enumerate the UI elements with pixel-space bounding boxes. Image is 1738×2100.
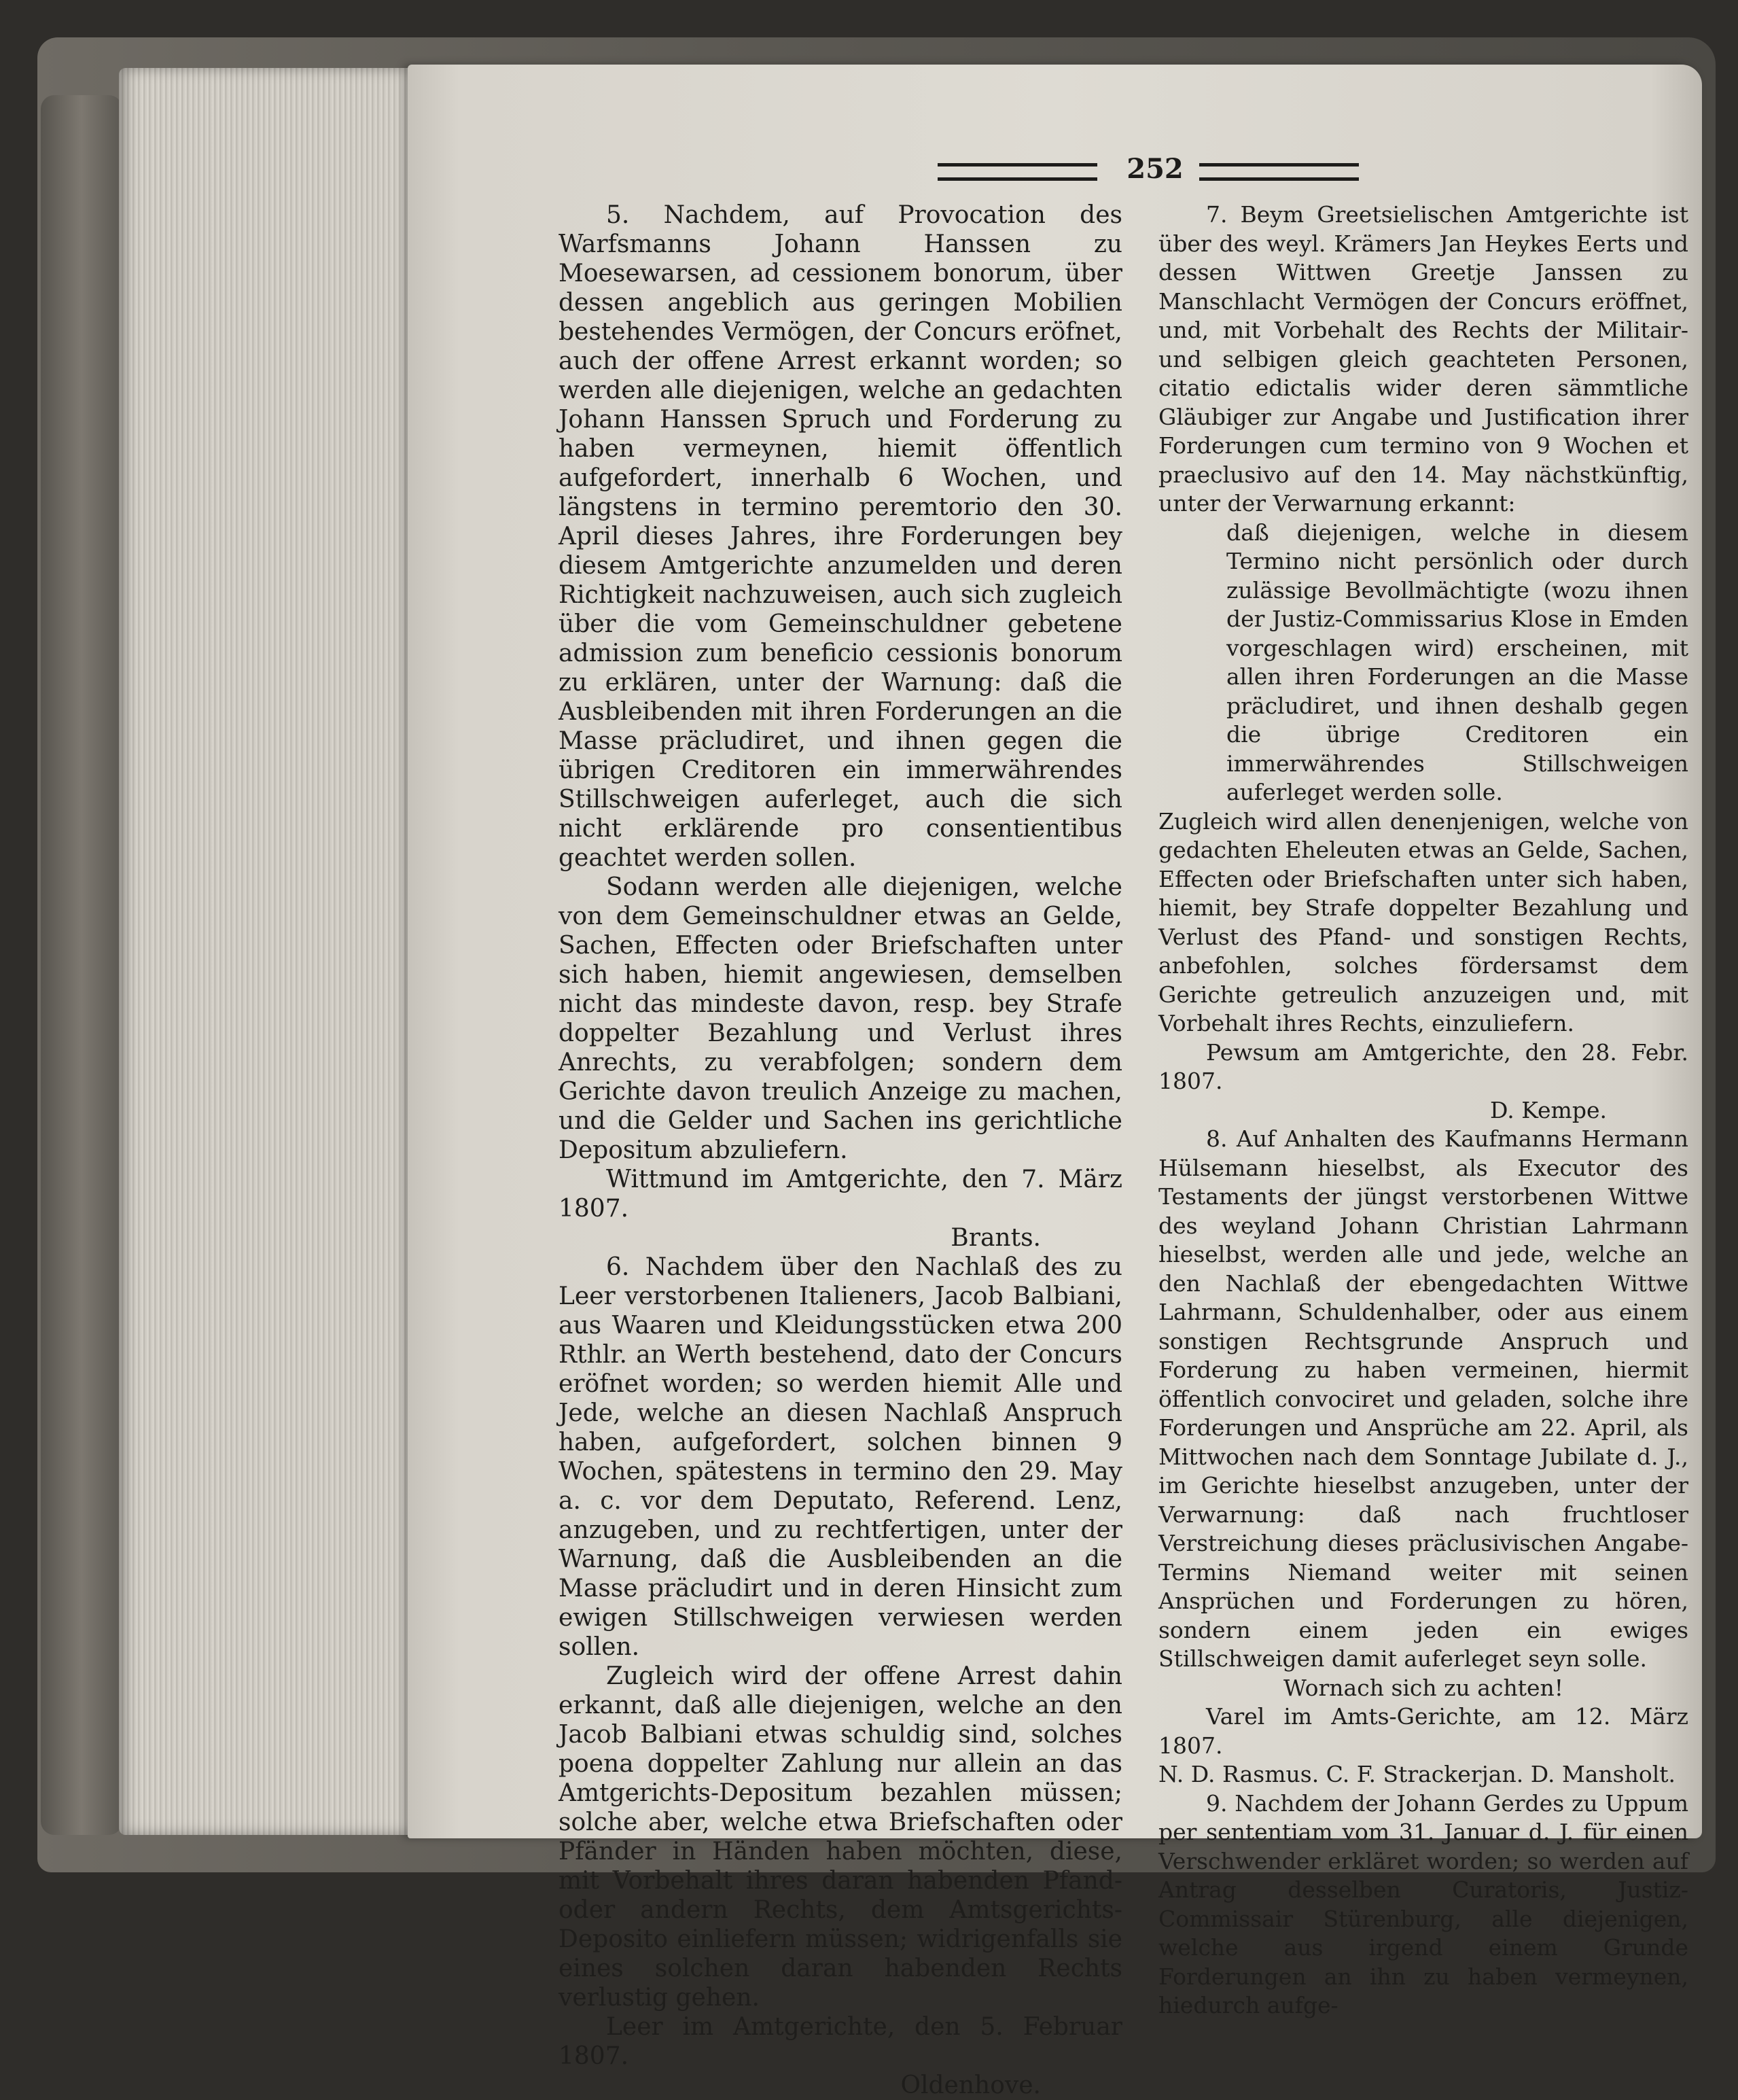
notice-7-signature: D. Kempe.	[1490, 1096, 1607, 1123]
notice-7-continued: Zugleich wird allen denenjenigen, welche von gedachten Eheleuten etwas an Gelde, Sachen, Effecten oder Briefschaften unter sich haben, hiemit, bey Strafe doppelter Bezahlung und Verlust des Pfand- und sonstigen Rechts, anbefohlen, solches fördersamst dem Gerichte getreulich anzuzeigen und, mit Vorbehalt ihres Rechts, einzuliefern.	[1158, 807, 1688, 1036]
notice-6-continued: Zugleich wird der offene Arrest dahin erkannt, daß alle diejenigen, welche an den Jacob Balbiani etwas schuldig sind, solches poena doppelter Zahlung nur allein an das Amtgerichts-Depositum bezahlen müssen; solche aber, welche etwa Briefschaften oder Pfänder in Händen haben möchten, diese, mit Vorbehalt ihres daran habenden Pfand- oder andern Rechts, dem Amtsgerichts-Deposito einliefern müssen; widrigenfalls sie eines solchen daran habenden Rechts verlustig gehen.	[558, 1662, 1122, 2012]
notice-8: 8. Auf Anhalten des Kaufmanns Hermann Hülsemann hieselbst, als Executor des Testaments der jüngst verstorbenen Wittwe des weyland Johann Christian Lahrmann hieselbst, werden alle und jede, welche an den Nachlaß der ebengedachten Wittwe Lahrmann, Schuldenhalber, oder aus einem sonstigen Rechtsgrunde Anspruch und Forderung zu haben vermeinen, hiermit öffentlich convociret und geladen, solche ihre Forderungen und Ansprüche am 22. April, als Mittwochen nach dem Sonntage Jubilate d. J., im Gerichte hieselbst anzugeben, unter der Verwarnung: daß nach fruchtloser Verstreichung dieses präclusivischen Angabe-Termins Niemand weiter mit seinen Ansprüchen und Forderungen zu hören, sondern einem jeden ein ewiges Stillschweigen damit auferleget seyn solle.	[1158, 1125, 1688, 1672]
page-number: 252	[1127, 153, 1184, 185]
notice-7: 7. Beym Greetsielischen Amtgerichte ist über des weyl. Krämers Jan Heykes Eerts und dessen Wittwen Greetje Janssen zu Manschlacht Vermögen der Concurs eröffnet, und, mit Vorbehalt des Rechts der Militair- und selbigen gleich geachteten Personen, citatio edictalis wider deren sämmtliche Gläubiger zur Angabe und Justification ihrer Forderungen cum termino von 9 Wochen et praeclusivo auf den 14. May nächstkünftig, unter der Verwarnung erkannt:	[1158, 201, 1688, 517]
book-spine	[41, 95, 122, 1835]
notice-7-warning: daß diejenigen, welche in diesem Termino nicht persönlich oder durch zulässige Bevollmächtigte (wozu ihnen der Justiz-Commissarius Klose in Emden vorgeschlagen wird) erscheinen, mit allen ihren Forderungen an die Masse präcludiret, und ihnen deshalb gegen die übrige Creditoren ein immerwährendes Stillschweigen auferleget werden solle.	[1226, 519, 1688, 805]
right-column	[1158, 200, 1688, 2020]
notice-9: 9. Nachdem der Johann Gerdes zu Uppum per sententiam vom 31. Januar d. J. für einen Verschwender erkläret worden; so werden auf Antrag desselben Curatoris, Justiz-Commissair Stürenburg, alle diejenigen, welche aus irgend einem Grunde Forderungen an ihn zu haben vermeynen, hiedurch aufge-	[1158, 1789, 1688, 2018]
notice-8-date: Varel im Amts-Gerichte, am 12. März 1807.	[1158, 1703, 1688, 1759]
header-rule-left	[938, 163, 1097, 181]
page-edges	[119, 68, 418, 1835]
notice-5-signature: Brants.	[951, 1224, 1041, 1252]
notice-6: 6. Nachdem über den Nachlaß des zu Leer verstorbenen Italieners, Jacob Balbiani, aus Waaren und Kleidungsstücken etwa 200 Rthlr. an Werth bestehend, dato der Concurs eröfnet worden; so werden hiemit Alle und Jede, welche an diesen Nachlaß Anspruch haben, aufgefordert, solchen binnen 9 Wochen, spätestens in termino den 29. May a. c. vor dem Deputato, Referend. Lenz, anzugeben, und zu rechtfertigen, unter der Warnung, daß die Ausbleibenden an die Masse präcludirt und in deren Hinsicht zum ewigen Stillschweigen verwiesen werden sollen.	[558, 1253, 1122, 1661]
notice-5-date: Wittmund im Amtgerichte, den 7. März 1807.	[558, 1166, 1122, 1223]
notice-8-warning: Wornach sich zu achten!	[1283, 1674, 1564, 1701]
notice-8-signatures: N. D. Rasmus. C. F. Strackerjan. D. Mansholt.	[1158, 1761, 1676, 1787]
notice-6-date: Leer im Amtgerichte, den 5. Februar 1807.	[558, 2013, 1122, 2070]
notice-5-continued: Sodann werden alle diejenigen, welche von dem Gemeinschuldner etwas an Gelde, Sachen, Effecten oder Briefschaften unter sich haben, hiemit angewiesen, demselben nicht das mindeste davon, resp. bey Strafe doppelter Bezahlung und Verlust ihres Anrechts, zu verabfolgen; sondern dem Gerichte davon treulich Anzeige zu machen, und die Gelder und Sachen ins gerichtliche Depositum abzuliefern.	[558, 873, 1122, 1164]
notice-6-signature: Oldenhove.	[900, 2071, 1041, 2099]
page-header	[938, 153, 1366, 194]
left-column	[558, 200, 1122, 2100]
header-rule-right	[1199, 163, 1359, 181]
notice-7-date: Pewsum am Amtgerichte, den 28. Febr. 1807.	[1158, 1038, 1688, 1094]
notice-5: 5. Nachdem, auf Provocation des Warfsmanns Johann Hanssen zu Moesewarsen, ad cessionem bonorum, über dessen angeblich aus geringen Mobilien bestehendes Vermögen, der Concurs eröfnet, auch der offene Arrest erkannt worden; so werden alle diejenigen, welche an gedachten Johann Hanssen Spruch und Forderung zu haben vermeynen, hiemit öffentlich aufgefordert, innerhalb 6 Wochen, und längstens in termino peremtorio den 30. April dieses Jahres, ihre Forderungen bey diesem Amtgerichte anzumelden und deren Richtigkeit nachzuweisen, auch sich zugleich über die vom Gemeinschuldner gebetene admission zum beneficio cessionis bonorum zu erklären, unter der Warnung: daß die Ausbleibenden mit ihren Forderungen an die Masse präcludiret, und ihnen gegen die übrigen Creditoren ein immerwährendes Stillschweigen auferleget, auch die sich nicht erklärende pro consentientibus geachtet werden sollen.	[558, 201, 1122, 872]
